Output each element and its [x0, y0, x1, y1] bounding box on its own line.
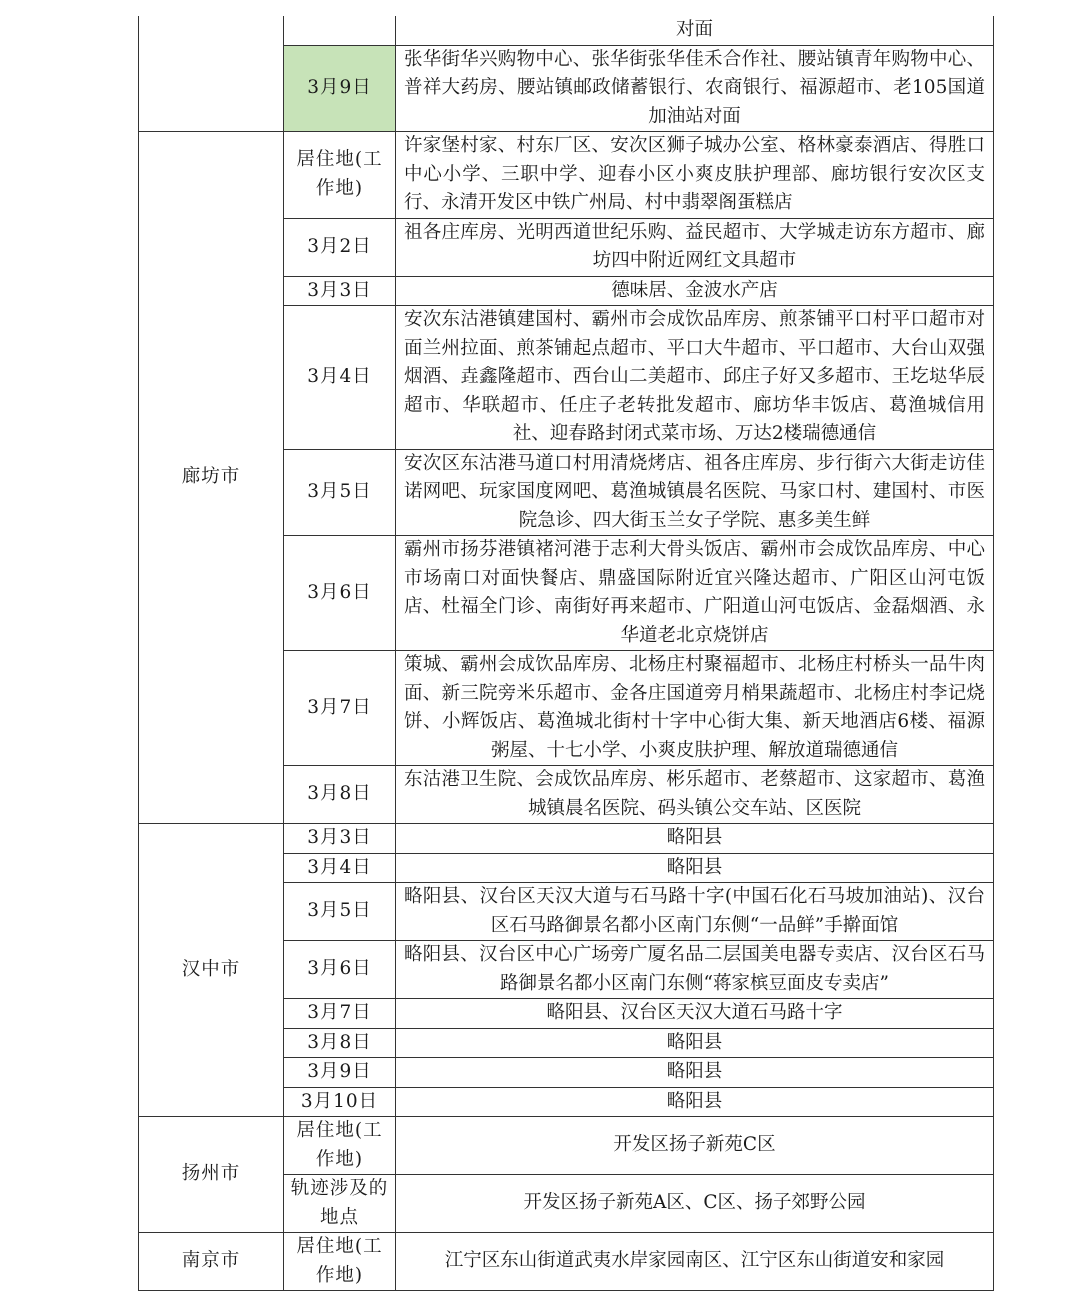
location-cell: 略阳县	[396, 853, 994, 883]
location-cell: 祖各庄库房、光明西道世纪乐购、益民超市、大学城走访东方超市、廊坊四中附近网红文具超市	[396, 218, 994, 276]
date-cell: 3月3日	[284, 824, 396, 854]
date-cell: 3月4日	[284, 306, 396, 450]
location-cell: 德味居、金波水产店	[396, 276, 994, 306]
date-cell: 3月7日	[284, 999, 396, 1029]
location-cell: 略阳县	[396, 1058, 994, 1088]
location-cell: 略阳县	[396, 1028, 994, 1058]
date-cell: 轨迹涉及的地点	[284, 1175, 396, 1233]
city-cell	[139, 16, 284, 132]
date-cell: 3月3日	[284, 276, 396, 306]
date-cell: 居住地(工作地)	[284, 1117, 396, 1175]
date-cell-highlighted: 3月9日	[284, 45, 396, 132]
location-cell: 策城、霸州会成饮品库房、北杨庄村聚福超市、北杨庄村桥头一品牛肉面、新三院旁米乐超市、金各庄国道旁月梢果蔬超市、北杨庄村李记烧饼、小辉饭店、葛渔城北街村十字中心街大集、新天地酒店6楼、福源粥屋、十七小学、小爽皮肤护理、解放道瑞德通信	[396, 651, 994, 766]
date-cell: 居住地(工作地)	[284, 132, 396, 219]
city-cell-yangzhou: 扬州市	[139, 1117, 284, 1233]
table-row	[139, 824, 994, 854]
location-cell: 开发区扬子新苑C区	[396, 1117, 994, 1175]
date-cell: 3月6日	[284, 941, 396, 999]
table-row	[139, 1117, 994, 1175]
location-cell: 许家堡村家、村东厂区、安次区狮子城办公室、格林豪泰酒店、得胜口中心小学、三职中学、迎春小区小爽皮肤护理部、廊坊银行安次区支行、永清开发区中铁广州局、村中翡翠阁蛋糕店	[396, 132, 994, 219]
location-cell: 对面	[396, 16, 994, 45]
date-cell: 3月6日	[284, 536, 396, 651]
date-cell: 3月2日	[284, 218, 396, 276]
location-cell: 略阳县、汉台区天汉大道石马路十字	[396, 999, 994, 1029]
date-cell: 3月9日	[284, 1058, 396, 1088]
location-cell: 略阳县	[396, 824, 994, 854]
date-cell: 3月4日	[284, 853, 396, 883]
city-cell-nanjing: 南京市	[139, 1233, 284, 1291]
location-cell: 安次东沽港镇建国村、霸州市会成饮品库房、煎茶铺平口村平口超市对面兰州拉面、煎茶铺起点超市、平口大牛超市、平口超市、大台山双强烟酒、垚鑫隆超市、西台山二美超市、邱庄子好又多超市、王圪垯华辰超市、华联超市、任庄子老转批发超市、廊坊华丰饭店、葛渔城信用社、迎春路封闭式菜市场、万达2楼瑞德通信	[396, 306, 994, 450]
travel-locations-table	[138, 16, 994, 1291]
location-cell: 略阳县、汉台区天汉大道与石马路十字(中国石化石马坡加油站)、汉台区石马路御景名都小区南门东侧“一品鲜”手擀面馆	[396, 883, 994, 941]
date-cell: 3月5日	[284, 883, 396, 941]
city-cell-langfang: 廊坊市	[139, 132, 284, 824]
location-cell: 东沽港卫生院、会成饮品库房、彬乐超市、老蔡超市、这家超市、葛渔城镇晨名医院、码头镇公交车站、区医院	[396, 766, 994, 824]
location-cell: 霸州市扬芬港镇褚河港于志利大骨头饭店、霸州市会成饮品库房、中心市场南口对面快餐店、鼎盛国际附近宜兴隆达超市、广阳区山河屯饭店、杜福全门诊、南街好再来超市、广阳道山河屯饭店、金磊烟酒、永华道老北京烧饼店	[396, 536, 994, 651]
location-cell: 略阳县、汉台区中心广场旁广厦名品二层国美电器专卖店、汉台区石马路御景名都小区南门东侧“蒋家槟豆面皮专卖店”	[396, 941, 994, 999]
location-cell: 开发区扬子新苑A区、C区、扬子郊野公园	[396, 1175, 994, 1233]
date-cell: 居住地(工作地)	[284, 1233, 396, 1291]
table-row	[139, 16, 994, 45]
date-cell: 3月10日	[284, 1087, 396, 1117]
date-cell: 3月8日	[284, 1028, 396, 1058]
location-cell: 江宁区东山街道武夷水岸家园南区、江宁区东山街道安和家园	[396, 1233, 994, 1291]
table-row	[139, 132, 994, 219]
date-cell: 3月8日	[284, 766, 396, 824]
date-cell: 3月7日	[284, 651, 396, 766]
table-row	[139, 1233, 994, 1291]
location-cell: 略阳县	[396, 1087, 994, 1117]
location-cell: 张华街华兴购物中心、张华街张华佳禾合作社、腰站镇青年购物中心、普祥大药房、腰站镇邮政储蓄银行、农商银行、福源超市、老105国道加油站对面	[396, 45, 994, 132]
date-cell	[284, 16, 396, 45]
city-cell-hanzhong: 汉中市	[139, 824, 284, 1117]
date-cell: 3月5日	[284, 449, 396, 536]
location-cell: 安次区东沽港马道口村用清烧烤店、祖各庄库房、步行街六大街走访佳诺网吧、玩家国度网吧、葛渔城镇晨名医院、马家口村、建国村、市医院急诊、四大街玉兰女子学院、惠多美生鲜	[396, 449, 994, 536]
